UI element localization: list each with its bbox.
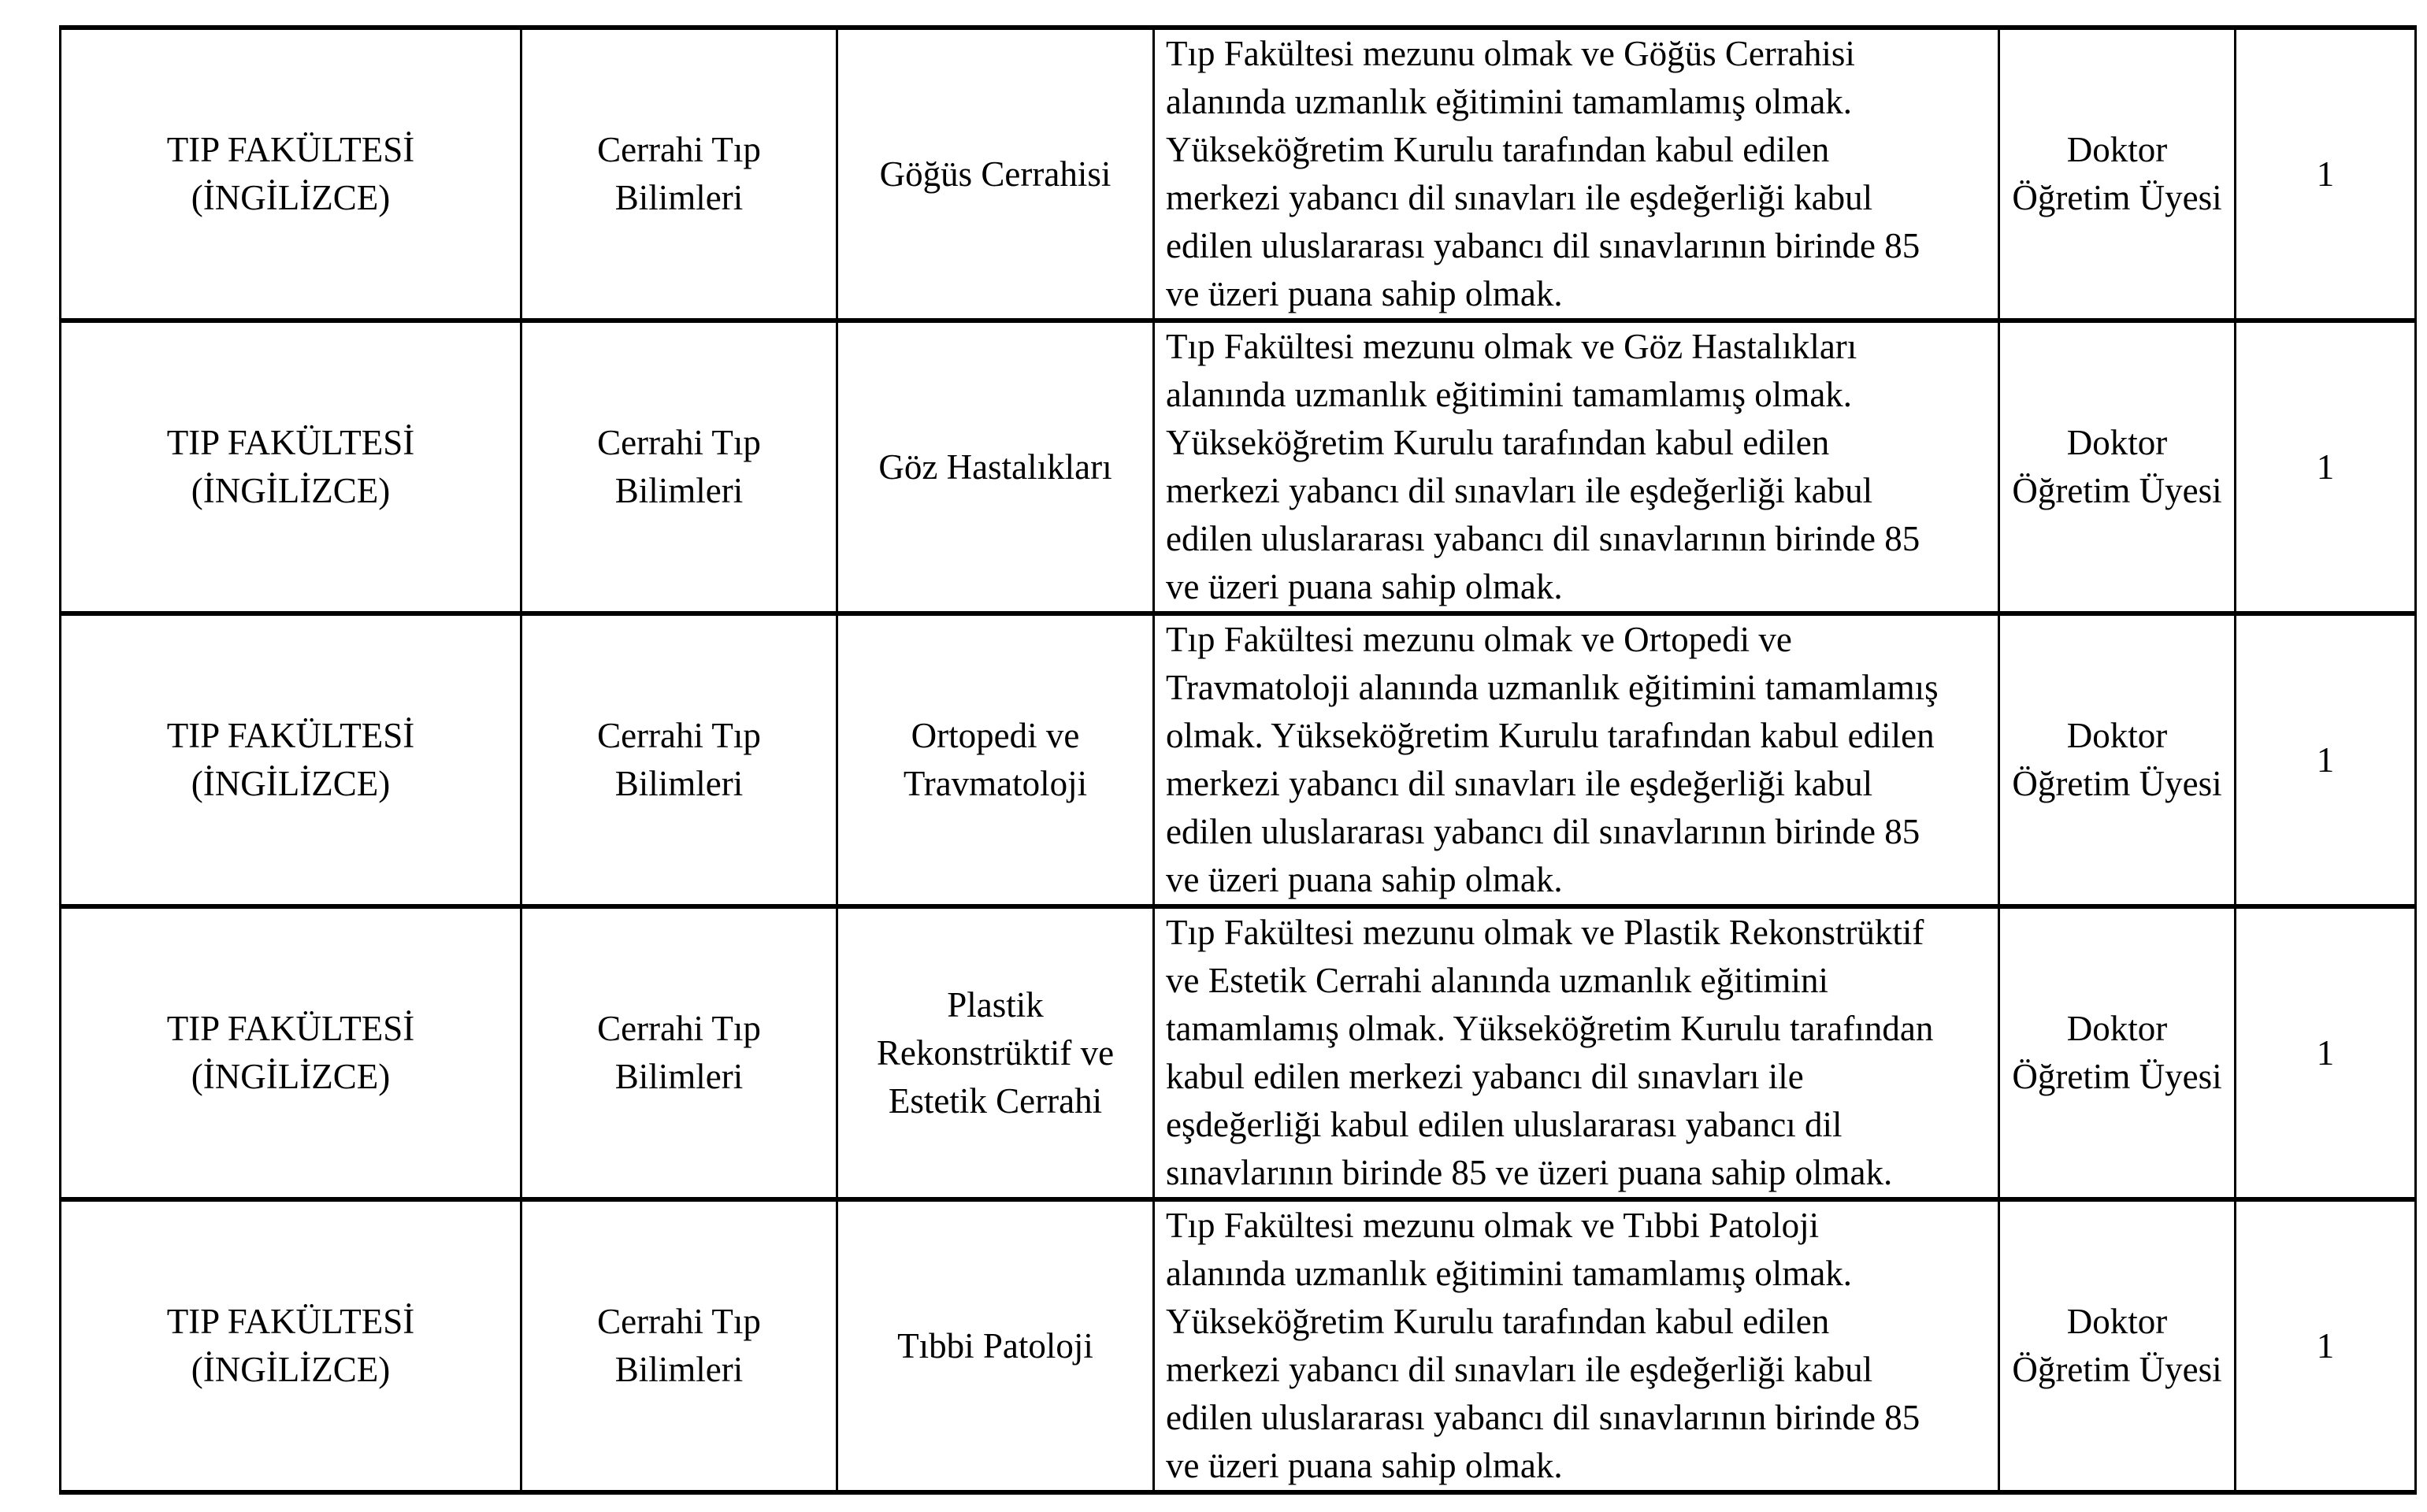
department-cell: Cerrahi Tıp Bilimleri [521,906,837,1199]
positions-table [59,25,2417,1495]
count-cell: 1 [2236,1199,2416,1492]
requirements-cell: Tıp Fakültesi mezunu olmak ve Göğüs Cerrahisi alanında uzmanlık eğitimini tamamlamış olmak. Yükseköğretim Kurulu tarafından kabul edilen merkezi yabancı dil sınavları ile eşdeğerliği kabul edilen uluslararası yabancı dil sınavlarının birinde 85 ve üzeri puana sahip olmak. [1154,28,1999,321]
requirements-cell: Tıp Fakültesi mezunu olmak ve Ortopedi ve Travmatoloji alanında uzmanlık eğitimini tamamlamış olmak. Yükseköğretim Kurulu tarafından kabul edilen merkezi yabancı dil sınavları ile eşdeğerliği kabul edilen uluslararası yabancı dil sınavlarının birinde 85 ve üzeri puana sahip olmak. [1154,613,1999,906]
title-cell: Doktor Öğretim Üyesi [1999,613,2236,906]
department-cell: Cerrahi Tıp Bilimleri [521,321,837,613]
department-cell: Cerrahi Tıp Bilimleri [521,28,837,321]
program-cell: Göğüs Cerrahisi [837,28,1154,321]
faculty-cell: TIP FAKÜLTESİ (İNGİLİZCE) [61,321,521,613]
count-cell: 1 [2236,28,2416,321]
faculty-cell: TIP FAKÜLTESİ (İNGİLİZCE) [61,28,521,321]
faculty-cell: TIP FAKÜLTESİ (İNGİLİZCE) [61,906,521,1199]
title-cell: Doktor Öğretim Üyesi [1999,28,2236,321]
program-cell: Göz Hastalıkları [837,321,1154,613]
table-row [61,613,2416,906]
table-row [61,28,2416,321]
table-row [61,1199,2416,1492]
count-cell: 1 [2236,906,2416,1199]
count-cell: 1 [2236,321,2416,613]
requirements-cell: Tıp Fakültesi mezunu olmak ve Plastik Rekonstrüktif ve Estetik Cerrahi alanında uzmanlık eğitimini tamamlamış olmak. Yükseköğretim Kurulu tarafından kabul edilen merkezi yabancı dil sınavları ile eşdeğerliği kabul edilen uluslararası yabancı dil sınavlarının birinde 85 ve üzeri puana sahip olmak. [1154,906,1999,1199]
title-cell: Doktor Öğretim Üyesi [1999,321,2236,613]
table-row [61,906,2416,1199]
count-cell: 1 [2236,613,2416,906]
program-cell: Plastik Rekonstrüktif ve Estetik Cerrahi [837,906,1154,1199]
table-row [61,321,2416,613]
faculty-cell: TIP FAKÜLTESİ (İNGİLİZCE) [61,1199,521,1492]
title-cell: Doktor Öğretim Üyesi [1999,1199,2236,1492]
department-cell: Cerrahi Tıp Bilimleri [521,1199,837,1492]
faculty-cell: TIP FAKÜLTESİ (İNGİLİZCE) [61,613,521,906]
requirements-cell: Tıp Fakültesi mezunu olmak ve Tıbbi Patoloji alanında uzmanlık eğitimini tamamlamış olmak. Yükseköğretim Kurulu tarafından kabul edilen merkezi yabancı dil sınavları ile eşdeğerliği kabul edilen uluslararası yabancı dil sınavlarının birinde 85 ve üzeri puana sahip olmak. [1154,1199,1999,1492]
department-cell: Cerrahi Tıp Bilimleri [521,613,837,906]
requirements-cell: Tıp Fakültesi mezunu olmak ve Göz Hastalıkları alanında uzmanlık eğitimini tamamlamış olmak. Yükseköğretim Kurulu tarafından kabul edilen merkezi yabancı dil sınavları ile eşdeğerliği kabul edilen uluslararası yabancı dil sınavlarının birinde 85 ve üzeri puana sahip olmak. [1154,321,1999,613]
program-cell: Tıbbi Patoloji [837,1199,1154,1492]
title-cell: Doktor Öğretim Üyesi [1999,906,2236,1199]
program-cell: Ortopedi ve Travmatoloji [837,613,1154,906]
